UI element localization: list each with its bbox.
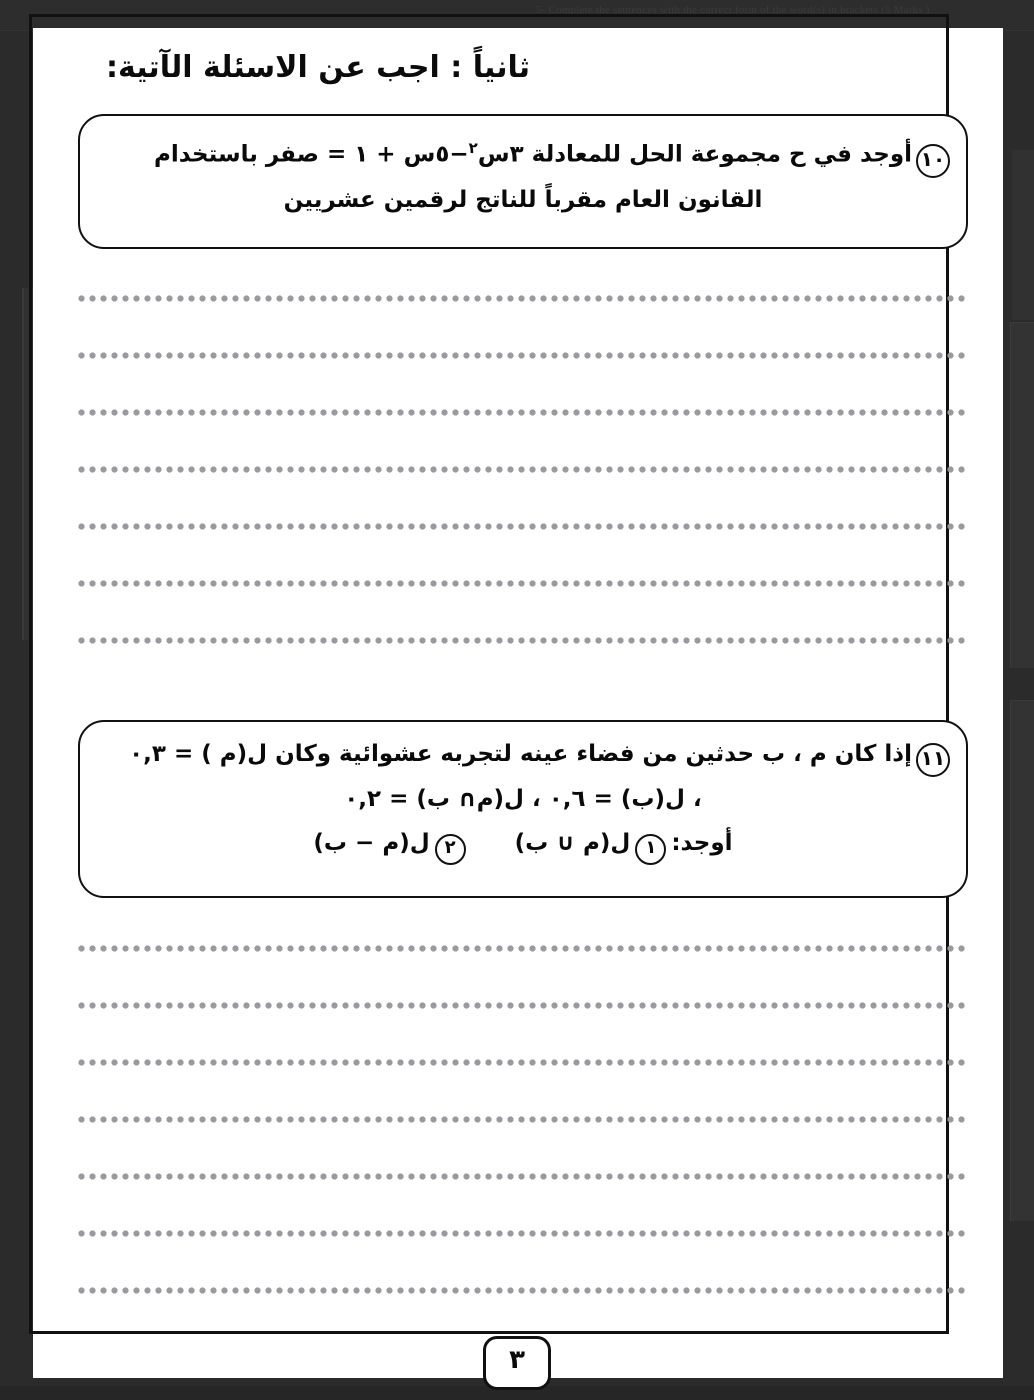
page-number-badge: ٣ (483, 1336, 551, 1390)
question-11-part-1-text: ل(م ∪ ب) (514, 830, 631, 856)
question-11-part-1-marker: ١ (635, 834, 666, 865)
question-11-line-3 (96, 821, 950, 865)
question-11-line-1 (96, 732, 950, 777)
background-sheet-right-a (1012, 150, 1034, 320)
question-11-text-1: إذا كان م ، ب حدثين من فضاء عينه لتجربه عشوائية وكان ل(م ) = ٠,٣ (129, 741, 912, 767)
page-content (62, 42, 982, 1362)
answer-line[interactable] (78, 409, 966, 416)
answer-line[interactable] (78, 466, 966, 473)
answer-line[interactable] (78, 523, 966, 530)
question-11-number: ١١ (916, 743, 950, 777)
answer-line[interactable] (78, 637, 966, 644)
question-11-part-2-marker: ٢ (435, 834, 466, 865)
question-10-exponent: ٢ (468, 139, 478, 157)
answer-line[interactable] (78, 295, 966, 302)
answer-line[interactable] (78, 580, 966, 587)
answer-line[interactable] (78, 1116, 966, 1123)
question-10-text-head: أوجد في ح مجموعة الحل للمعادلة ٣س (477, 141, 912, 168)
background-sheet-right-c (1010, 700, 1034, 1221)
question-11-find-label: أوجد: (671, 830, 733, 856)
answer-line[interactable] (78, 1059, 966, 1066)
answer-line[interactable] (78, 1173, 966, 1180)
answer-line[interactable] (78, 945, 966, 952)
section-heading: ثانياً : اجب عن الاسئلة الآتية: (106, 50, 530, 85)
question-11-line-2: ، ل(ب) = ٠,٦ ، ل(م∩ ب) = ٠,٢ (344, 786, 702, 812)
question-box-10 (78, 114, 968, 249)
question-10-line-2: القانون العام مقرباً للناتج لرقمين عشريين (283, 186, 763, 213)
answer-line[interactable] (78, 1287, 966, 1294)
answer-line[interactable] (78, 1230, 966, 1237)
question-10-number: ١٠ (916, 144, 950, 178)
answer-line[interactable] (78, 1002, 966, 1009)
question-10-line-1 (96, 126, 950, 178)
background-sheet-right-b (1010, 322, 1034, 668)
question-11-part-2-text: ل(م − ب) (313, 830, 430, 856)
question-10-text-tail: −٥س + ١ = صفر باستخدام (153, 141, 469, 168)
background-bleed-text: 5- Complete the sentences with the correct form of the word(s) in brackets (5 Marks ) (536, 4, 930, 16)
answer-line[interactable] (78, 352, 966, 359)
question-box-11 (78, 720, 968, 898)
